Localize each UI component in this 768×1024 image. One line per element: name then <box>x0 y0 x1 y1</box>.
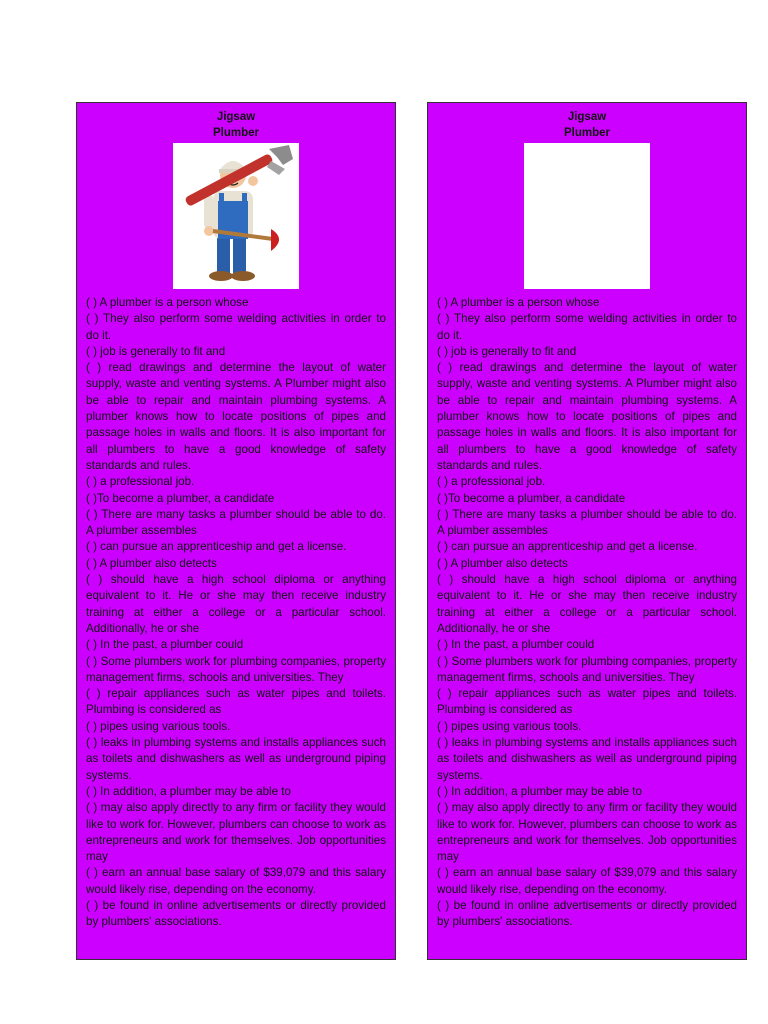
sentence-line: ( ) They also perform some welding activities in order to do it. <box>437 312 737 342</box>
sentence-line: ( ) read drawings and determine the layout of water supply, waste and venting systems. A Plumber might also be able to repair and maintain plumbing systems. A plumber knows how to locate positions of pipes and passage holes in walls and floors. It is also important for all plumbers to have a good knowledge of safety standards and rules. <box>86 361 386 472</box>
sentence-line: ( ) A plumber is a person whose <box>86 296 249 309</box>
card-title: Jigsaw <box>216 111 256 123</box>
sentence-line: ( ) should have a high school diploma or anything equivalent to it. He or she may then receive industry training at either a college or a particular school. Additionally, he or she <box>437 573 737 635</box>
card-subtitle: Plumber <box>563 127 610 139</box>
sentence-line: ( ) can pursue an apprenticeship and get a license. <box>437 540 698 554</box>
sentence-line: ( ) In the past, a plumber could <box>437 638 595 652</box>
jigsaw-card-right <box>427 102 747 960</box>
sentence-line: ( ) may also apply directly to any firm or facility they would like to work for. However, plumbers can choose to work as entrepreneurs and work for themselves. Job opportunities may <box>86 801 386 864</box>
card-title: Jigsaw <box>567 111 607 123</box>
sentence-line: ( ) In the past, a plumber could <box>86 638 244 652</box>
sentence-line: ( ) can pursue an apprenticeship and get a license. <box>86 540 347 554</box>
sentence-line: ( ) a professional job. <box>437 475 546 489</box>
sentence-line: ( ) job is generally to fit and <box>86 344 226 358</box>
sentence-line: ( )To become a plumber, a candidate <box>86 491 275 505</box>
sentence-line: ( ) job is generally to fit and <box>437 344 577 358</box>
sentence-line: ( ) A plumber also detects <box>86 556 217 570</box>
sentence-line: ( ) earn an annual base salary of $39,079 and this salary would likely rise, depending on the economy. <box>86 866 386 896</box>
sentence-line: ( ) be found in online advertisements or directly provided by plumbers' associations. <box>86 898 386 929</box>
sentence-line: ( ) A plumber is a person whose <box>437 296 600 309</box>
blank-image-box <box>524 143 650 289</box>
sentence-line: ( ) leaks in plumbing systems and installs appliances such as toilets and dishwashers as well as underground piping systems. <box>437 736 737 782</box>
sentence-line: ( ) There are many tasks a plumber should be able to do. A plumber assembles <box>437 507 737 538</box>
sentence-line: ( ) There are many tasks a plumber should be able to do. A plumber assembles <box>86 507 386 538</box>
sentence-line: ( ) repair appliances such as water pipes and toilets. Plumbing is considered as <box>437 687 737 717</box>
sentence-line: ( ) may also apply directly to any firm or facility they would like to work for. However, plumbers can choose to work as entrepreneurs and work for themselves. Job opportunities may <box>437 801 737 864</box>
sentence-line: ( ) leaks in plumbing systems and installs appliances such as toilets and dishwashers as well as underground piping systems. <box>86 736 386 782</box>
sentence-line: ( )To become a plumber, a candidate <box>437 491 626 505</box>
sentence-list <box>437 295 737 931</box>
sentence-line: ( ) repair appliances such as water pipes and toilets. Plumbing is considered as <box>86 687 386 717</box>
sentence-line: ( ) a professional job. <box>86 475 195 489</box>
jigsaw-card-left <box>76 102 396 960</box>
sentence-line: ( ) earn an annual base salary of $39,079 and this salary would likely rise, depending on the economy. <box>437 866 737 896</box>
sentence-line: ( ) read drawings and determine the layout of water supply, waste and venting systems. A Plumber might also be able to repair and maintain plumbing systems. A plumber knows how to locate positions of pipes and passage holes in walls and floors. It is also important for all plumbers to have a good knowledge of safety standards and rules. <box>437 361 737 472</box>
sentence-line: ( ) A plumber also detects <box>437 556 568 570</box>
sentence-list <box>86 295 386 931</box>
sentence-line: ( ) Some plumbers work for plumbing companies, property management firms, schools and universities. They <box>86 654 386 684</box>
card-subtitle: Plumber <box>212 127 259 139</box>
sentence-line: ( ) pipes using various tools. <box>437 719 582 733</box>
sentence-line: ( ) should have a high school diploma or anything equivalent to it. He or she may then receive industry training at either a college or a particular school. Additionally, he or she <box>86 573 386 635</box>
sentence-line: ( ) In addition, a plumber may be able to <box>437 784 642 798</box>
sentence-line: ( ) In addition, a plumber may be able to <box>86 784 291 798</box>
sentence-line: ( ) be found in online advertisements or directly provided by plumbers' associations. <box>437 898 737 929</box>
sentence-line: ( ) Some plumbers work for plumbing companies, property management firms, schools and universities. They <box>437 654 737 684</box>
plumber-illustration <box>173 143 299 289</box>
sentence-line: ( ) They also perform some welding activities in order to do it. <box>86 312 386 342</box>
sentence-line: ( ) pipes using various tools. <box>86 719 231 733</box>
